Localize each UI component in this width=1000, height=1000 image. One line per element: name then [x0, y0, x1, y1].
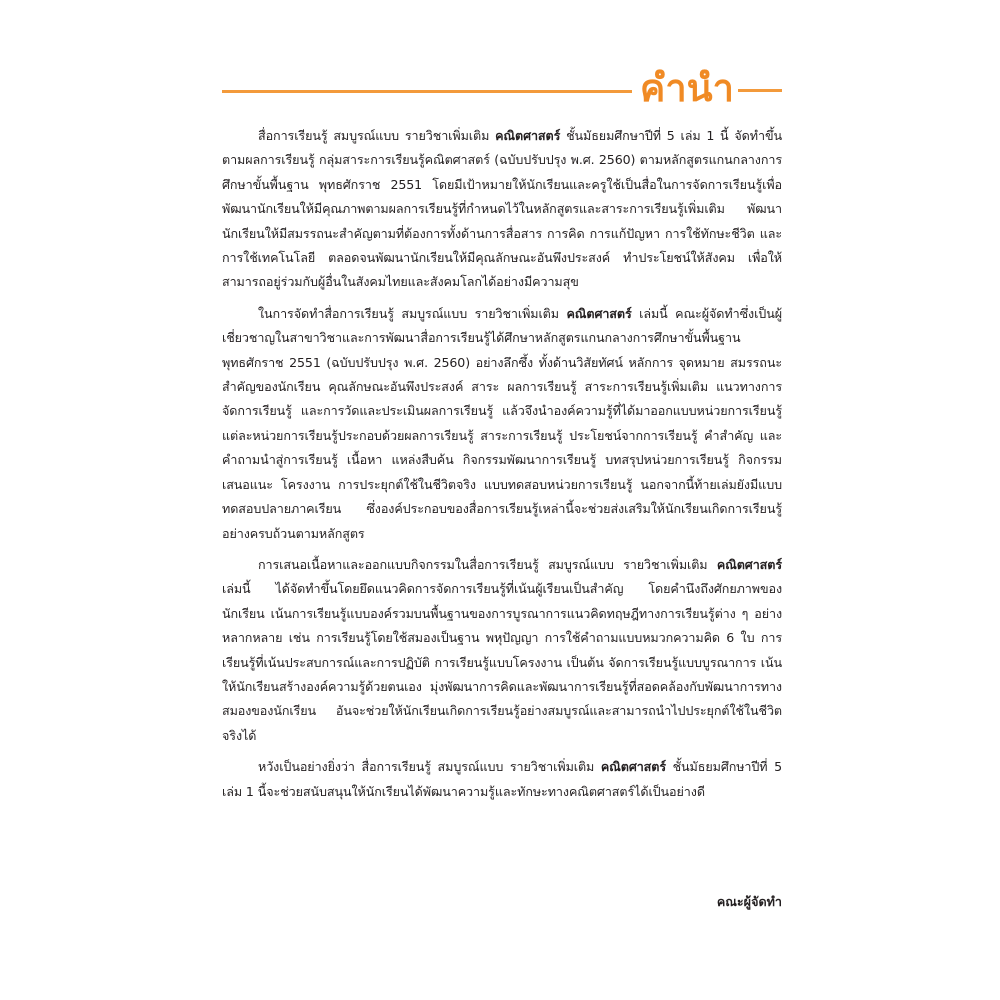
heading-rule-left	[222, 90, 632, 93]
heading-rule-right	[738, 89, 782, 92]
text-segment: ชั้นมัธยมศึกษาปีที่ 5 เล่ม 1 นี้ จัดทำขึ้นตามผลการเรียนรู้ กลุ่มสาระการเรียนรู้คณิตศาสตร์ (ฉบับปรับปรุง พ.ศ. 2560) ตามหลักสูตรแกนกลางการศึกษาขั้นพื้นฐาน พุทธศักราช 2551 โดยมีเป้าหมายให้นักเรียนและครูใช้เป็นสื่อในการจัดการเรียนรู้เพื่อพัฒนานักเรียนให้มีคุณภาพตามผลการเรียนรู้ที่กำหนดไว้ในหลักสูตรและสาระการเรียนรู้เพิ่มเติม พัฒนานักเรียนให้มีสมรรถนะสำคัญตามที่ต้องการทั้งด้านการสื่อสาร การคิด การแก้ปัญหา การใช้ทักษะชีวิต และการใช้เทคโนโลยี ตลอดจนพัฒนานักเรียนให้มีคุณลักษณะอันพึงประสงค์ ทำประโยชน์ให้สังคม เพื่อให้สามารถอยู่ร่วมกับผู้อื่นในสังคมไทยและสังคมโลกได้อย่างมีความสุข	[222, 128, 782, 290]
text-segment: หวังเป็นอย่างยิ่งว่า สื่อการเรียนรู้ สมบูรณ์แบบ รายวิชาเพิ่มเติม	[258, 759, 601, 775]
text-segment: ในการจัดทำสื่อการเรียนรู้ สมบูรณ์แบบ รายวิชาเพิ่มเติม	[258, 305, 567, 321]
paragraph	[222, 302, 782, 546]
subject-name: คณิตศาสตร์	[566, 305, 632, 321]
paragraph	[222, 755, 782, 804]
text-segment: เล่มนี้ ได้จัดทำขึ้นโดยยึดแนวคิดการจัดการเรียนรู้ที่เน้นผู้เรียนเป็นสำคัญ โดยคำนึงถึงศักยภาพของนักเรียน เน้นการเรียนรู้แบบองค์รวมบนพื้นฐานของการบูรณาการแนวคิดทฤษฎีทางการเรียนรู้ต่าง ๆ อย่างหลากหลาย เช่น การเรียนรู้โดยใช้สมองเป็นฐาน พหุปัญญา การใช้คำถามแบบหมวกความคิด 6 ใบ การเรียนรู้ที่เน้นประสบการณ์และการปฏิบัติ การเรียนรู้แบบโครงงาน เป็นต้น จัดการเรียนรู้แบบบูรณาการ เน้นให้นักเรียนสร้างองค์ความรู้ด้วยตนเอง มุ่งพัฒนาการคิดและพัฒนาการเรียนรู้ที่สอดคล้องกับพัฒนาการทางสมองของนักเรียน อันจะช่วยให้นักเรียนเกิดการเรียนรู้อย่างสมบูรณ์และสามารถนำไปประยุกต์ใช้ในชีวิตจริงได้	[222, 581, 782, 743]
text-segment: สื่อการเรียนรู้ สมบูรณ์แบบ รายวิชาเพิ่มเติม	[258, 128, 496, 143]
text-segment: ชั้นมัธยมศึกษาปีที่ 5 เล่ม 1 นี้จะช่วยสนับสนุนให้นักเรียนได้พัฒนาความรู้และทักษะทางคณิตศาสตร์ได้เป็นอย่างดี	[222, 759, 782, 799]
text-segment: เล่มนี้ คณะผู้จัดทำซึ่งเป็นผู้เชี่ยวชาญในสาขาวิชาและการพัฒนาสื่อการเรียนรู้ได้ศึกษาหลักสูตรแกนกลางการศึกษาขั้นพื้นฐาน พุทธศักราช 2551 (ฉบับปรับปรุง พ.ศ. 2560) อย่างลึกซึ้ง ทั้งด้านวิสัยทัศน์ หลักการ จุดหมาย สมรรถนะสำคัญของนักเรียน คุณลักษณะอันพึงประสงค์ สาระ ผลการเรียนรู้ สาระการเรียนรู้เพิ่มเติม แนวทางการจัดการเรียนรู้ และการวัดและประเมินผลการเรียนรู้ แล้วจึงนำองค์ความรู้ที่ได้มาออกแบบหน่วยการเรียนรู้ แต่ละหน่วยการเรียนรู้ประกอบด้วยผลการเรียนรู้ สาระการเรียนรู้ ประโยชน์จากการเรียนรู้ คำสำคัญ และคำถามนำสู่การเรียนรู้ เนื้อหา แหล่งสืบค้น กิจกรรมพัฒนาการเรียนรู้ บทสรุปหน่วยการเรียนรู้ กิจกรรมเสนอแนะ โครงงาน การประยุกต์ใช้ในชีวิตจริง แบบทดสอบหน่วยการเรียนรู้ นอกจากนี้ท้ายเล่มยังมีแบบทดสอบปลายภาคเรียน ซึ่งองค์ประกอบของสื่อการเรียนรู้เหล่านี้จะช่วยส่งเสริมให้นักเรียนเกิดการเรียนรู้อย่างครบถ้วนตามหลักสูตร	[222, 305, 782, 541]
preface-heading	[222, 66, 782, 110]
author-signature: คณะผู้จัดทำ	[716, 894, 782, 909]
subject-name: คณิตศาสตร์	[495, 128, 561, 143]
preface-body	[222, 124, 782, 811]
text-segment: การเสนอเนื้อหาและออกแบบกิจกรรมในสื่อการเรียนรู้ สมบูรณ์แบบ รายวิชาเพิ่มเติม	[258, 556, 717, 572]
paragraph	[222, 553, 782, 748]
subject-name: คณิตศาสตร์	[716, 556, 782, 572]
page-title: คำนำ	[639, 66, 734, 110]
subject-name: คณิตศาสตร์	[600, 759, 667, 775]
paragraph	[222, 124, 782, 295]
